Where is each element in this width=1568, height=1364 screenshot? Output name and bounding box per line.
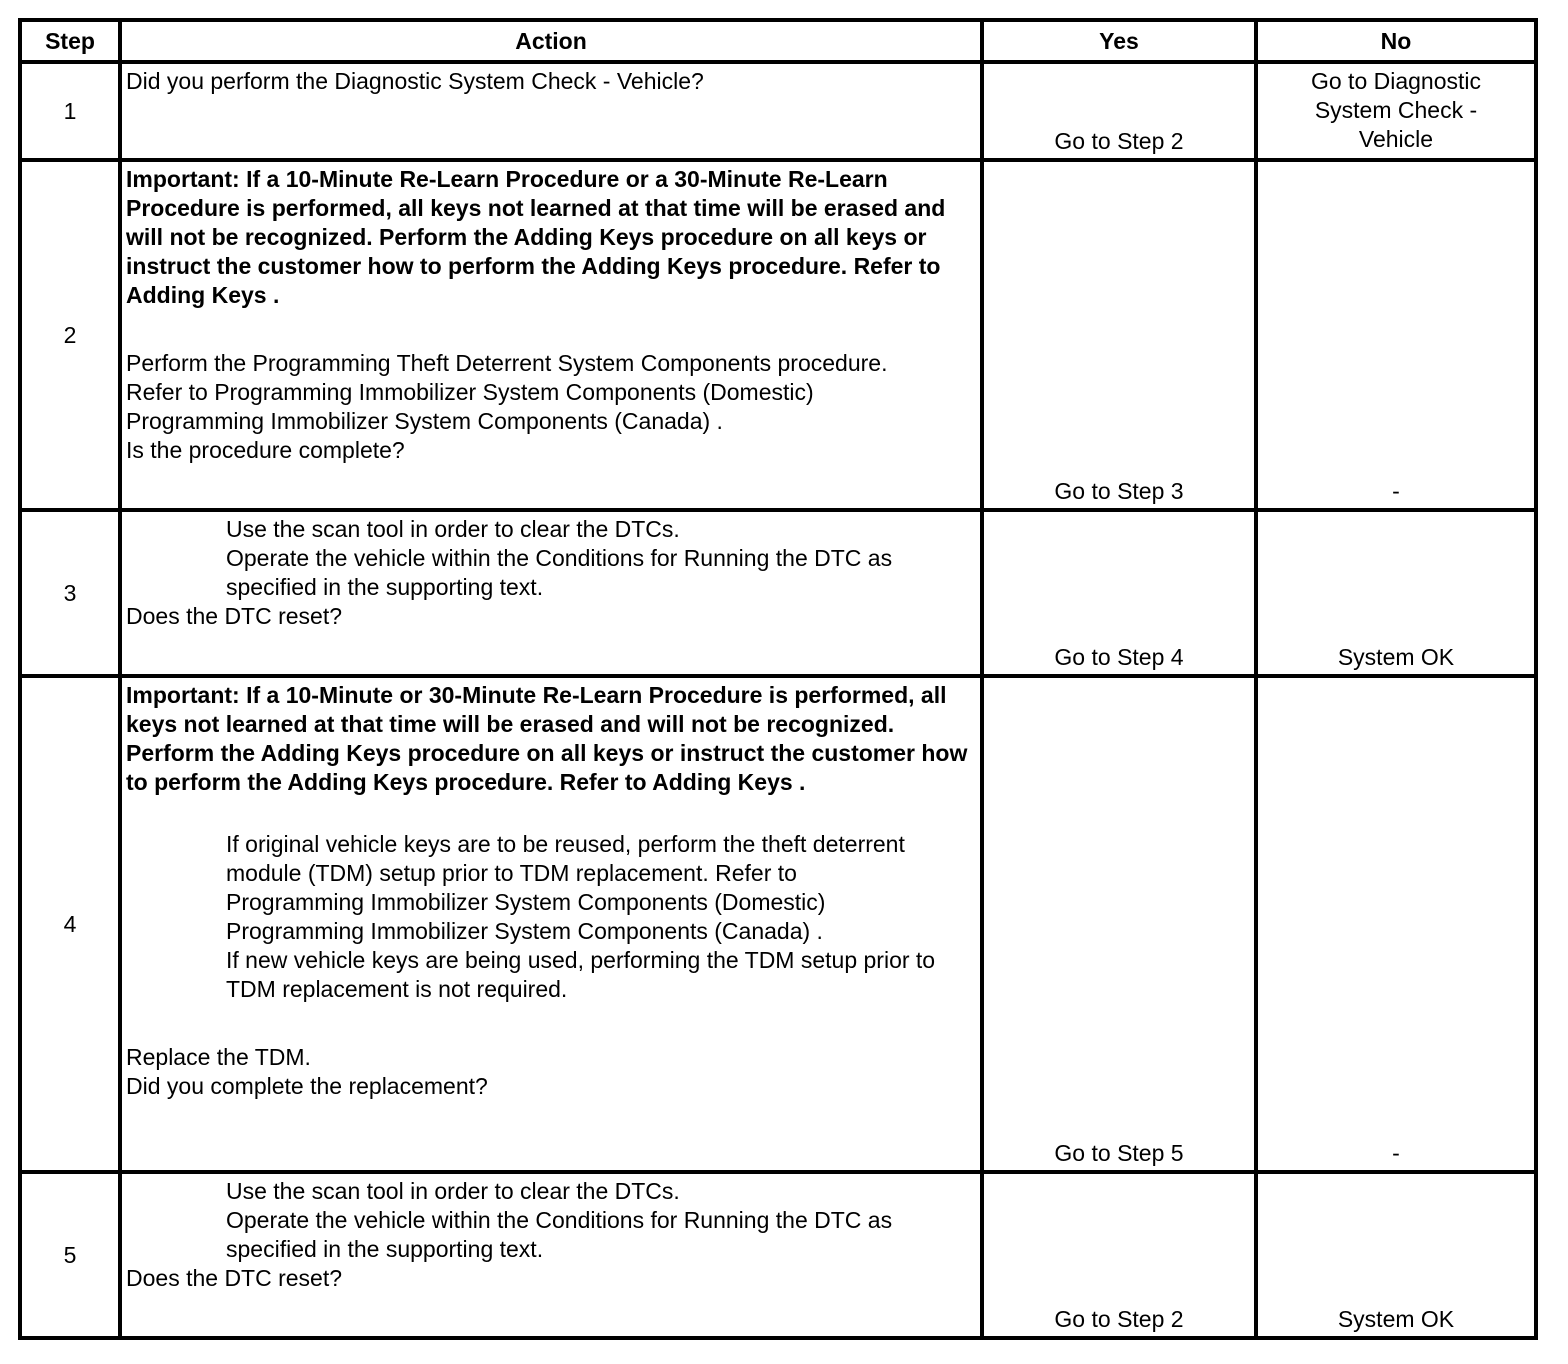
header-row [20,20,1536,62]
no-cell: System OK [1256,1172,1536,1338]
step-number: 2 [20,160,120,510]
table-row [20,510,1536,676]
step-number: 1 [20,62,120,160]
table-row [20,160,1536,510]
yes-cell: Go to Step 4 [982,510,1256,676]
action-instruction: Perform the Programming Theft Deterrent System Components procedure. [126,350,888,376]
action-instruction: Replace the TDM. [126,1044,311,1070]
action-bullet: Use the scan tool in order to clear the DTCs. [226,1178,680,1204]
action-question: Does the DTC reset? [126,1265,343,1291]
action-bullet: Programming Immobilizer System Components (Canada) . [226,918,823,944]
action-cell [120,62,982,160]
yes-cell: Go to Step 2 [982,62,1256,160]
action-cell [120,160,982,510]
no-cell: - [1256,676,1536,1172]
step-number: 5 [20,1172,120,1338]
step-number: 4 [20,676,120,1172]
action-bullet: Operate the vehicle within the Conditions for Running the DTC as specified in the supporting text. [226,1207,893,1262]
table-row [20,62,1536,160]
step-number: 3 [20,510,120,676]
no-cell: - [1256,160,1536,510]
action-cell [120,1172,982,1338]
yes-cell: Go to Step 2 [982,1172,1256,1338]
important-note: Important: If a 10-Minute or 30-Minute Re-Learn Procedure is performed, all keys not learned at that time will be erased and will not be recognized. Perform the Adding Keys procedure on all keys or instruct the customer how to perform the Adding Keys procedure. Refer to Adding Keys . [126,682,968,795]
table-row [20,676,1536,1172]
table-row [20,1172,1536,1338]
action-question: Does the DTC reset? [126,603,343,629]
action-instruction: Refer to Programming Immobilizer System Components (Domestic) [126,379,814,405]
header-no: No [1256,20,1536,62]
yes-cell: Go to Step 5 [982,676,1256,1172]
action-bullet: Operate the vehicle within the Conditions for Running the DTC as specified in the supporting text. [226,545,893,600]
no-cell [1256,62,1536,160]
action-question: Did you complete the replacement? [126,1073,488,1099]
action-question: Is the procedure complete? [126,437,405,463]
header-yes: Yes [982,20,1256,62]
action-bullet: If original vehicle keys are to be reused, perform the theft deterrent module (TDM) setup prior to TDM replacement. Refer to [226,831,905,886]
action-cell [120,510,982,676]
diagnostic-table [18,18,1538,1340]
action-question: Did you perform the Diagnostic System Check - Vehicle? [126,68,704,94]
no-cell: System OK [1256,510,1536,676]
important-note: Important: If a 10-Minute Re-Learn Procedure or a 30-Minute Re-Learn Procedure is performed, all keys not learned at that time will be erased and will not be recognized. Perform the Adding Keys procedure on all keys or instruct the customer how to perform the Adding Keys procedure. Refer to Adding Keys . [126,166,946,308]
no-result: Go to Diagnostic System Check - Vehicle [1310,68,1482,152]
yes-cell: Go to Step 3 [982,160,1256,510]
action-cell [120,676,982,1172]
action-instruction: Programming Immobilizer System Components (Canada) . [126,408,723,434]
header-action: Action [120,20,982,62]
action-bullet: Use the scan tool in order to clear the DTCs. [226,516,680,542]
action-bullet: Programming Immobilizer System Components (Domestic) [226,889,826,915]
header-step: Step [20,20,120,62]
action-bullet: If new vehicle keys are being used, performing the TDM setup prior to TDM replacement is not required. [226,947,936,1002]
